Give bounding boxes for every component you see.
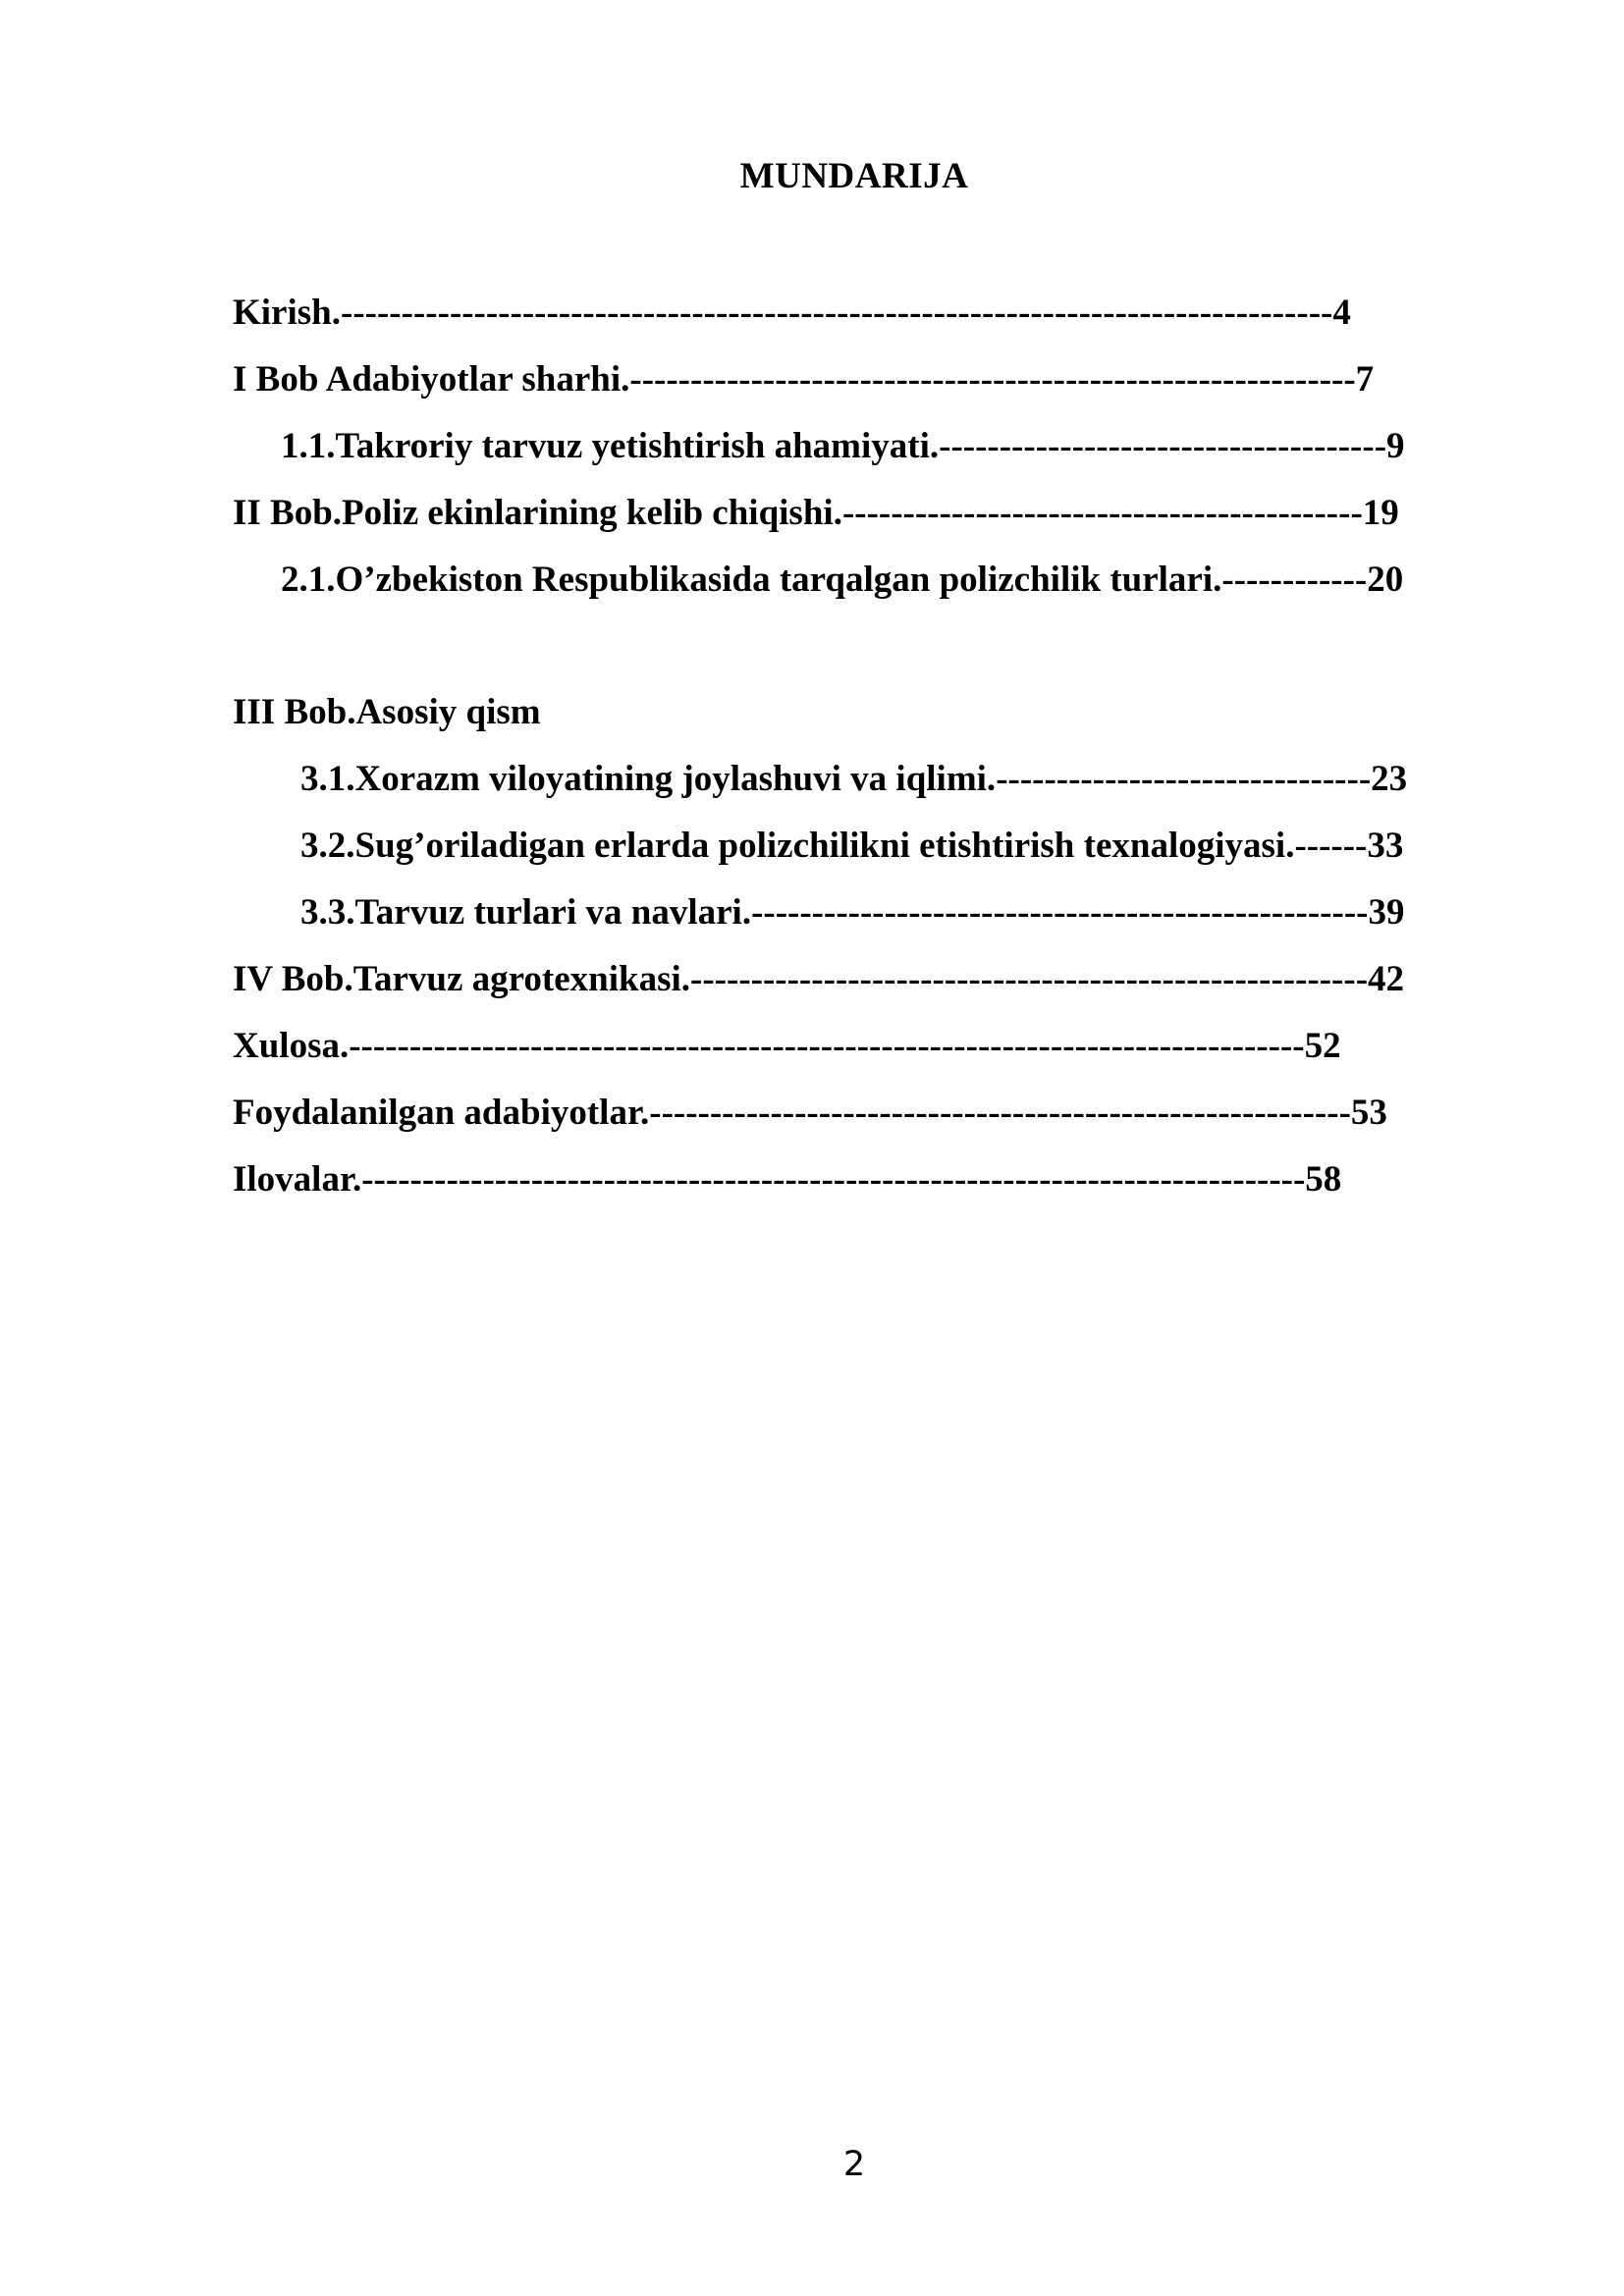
- toc-page-number: 19: [1362, 493, 1399, 533]
- toc-entry-xulosa[interactable]: [233, 1022, 1480, 1089]
- toc-page-number: 7: [1355, 359, 1375, 400]
- toc-leader: ----------------------------------------------------------: [649, 1093, 1351, 1133]
- toc-page-number: 53: [1350, 1093, 1387, 1133]
- toc-entry-chapter-3[interactable]: [233, 688, 1480, 755]
- toc-title: MUNDARIJA: [739, 156, 969, 196]
- toc-leader: -------------------------------------: [939, 426, 1387, 466]
- toc-entry-text: I Bob Adabiyotlar sharhi.: [233, 359, 630, 400]
- toc-entry-section-1-1[interactable]: [233, 422, 1480, 489]
- toc-entry-text: Ilovalar.: [233, 1159, 362, 1200]
- toc-leader: ------------------------------------------------------------: [629, 359, 1356, 400]
- toc-page-number: 33: [1367, 826, 1404, 866]
- toc-entry-text: Xulosa.: [233, 1026, 350, 1066]
- toc-entry-chapter-1[interactable]: [233, 355, 1480, 422]
- toc-leader: ------------------------------------------------------------------------------: [361, 1159, 1306, 1200]
- toc-leader: ------------: [1221, 560, 1368, 600]
- toc-page-number: 20: [1367, 560, 1404, 600]
- toc-entry-text: 3.1.Xorazm viloyatining joylashuvi va iqlimi.: [300, 759, 997, 799]
- toc-entry-section-3-1[interactable]: [233, 755, 1480, 822]
- toc-entry-text: Foydalanilgan adabiyotlar.: [233, 1093, 650, 1133]
- toc-page-number: 39: [1368, 892, 1405, 933]
- toc-leader: ------: [1294, 826, 1368, 866]
- toc-entry-text: Kirish.: [233, 293, 341, 333]
- toc-entry-section-3-2[interactable]: [233, 822, 1480, 888]
- toc-page-number: 42: [1368, 959, 1405, 999]
- toc-leader: ---------------------------------------------------: [751, 892, 1369, 933]
- toc-entry-text: IV Bob.Tarvuz agrotexnikasi.: [233, 959, 691, 999]
- toc-page-number: 9: [1386, 426, 1405, 466]
- toc-entry-text: 3.3.Tarvuz turlari va navlari.: [300, 892, 752, 933]
- table-of-contents: [233, 289, 1480, 1222]
- toc-entry-text: 2.1.O’zbekiston Respublikasida tarqalgan polizchilik turlari.: [281, 560, 1222, 600]
- toc-entry-kirish[interactable]: [233, 289, 1480, 355]
- toc-page-number: 52: [1304, 1026, 1341, 1066]
- toc-page-number: 23: [1371, 759, 1408, 799]
- toc-leader: -------------------------------: [996, 759, 1372, 799]
- toc-entry-bibliography[interactable]: [233, 1089, 1480, 1155]
- page-number: 2: [842, 2145, 866, 2184]
- toc-leader: -------------------------------------------: [841, 493, 1363, 533]
- toc-page-number: 4: [1332, 293, 1351, 333]
- toc-entry-text: III Bob.Asosiy qism: [233, 692, 541, 732]
- toc-entry-section-2-1[interactable]: [233, 556, 1480, 622]
- toc-entry-section-3-3[interactable]: [233, 888, 1480, 955]
- toc-entry-text: 3.2.Sug’oriladigan erlarda polizchilikni etishtirish texnalogiyasi.: [300, 826, 1295, 866]
- toc-entry-chapter-2[interactable]: [233, 489, 1480, 556]
- toc-leader: --------------------------------------------------------: [690, 959, 1369, 999]
- toc-leader: -------------------------------------------------------------------------------: [349, 1026, 1305, 1066]
- toc-entry-text: II Bob.Poliz ekinlarining kelib chiqishi.: [233, 493, 842, 533]
- toc-entry-chapter-4[interactable]: [233, 955, 1480, 1022]
- toc-page-number: 58: [1305, 1159, 1342, 1200]
- toc-leader: ----------------------------------------------------------------------------------: [341, 293, 1333, 333]
- toc-entry-appendices[interactable]: [233, 1155, 1480, 1222]
- toc-entry-text: 1.1.Takroriy tarvuz yetishtirish ahamiyati.: [281, 426, 940, 466]
